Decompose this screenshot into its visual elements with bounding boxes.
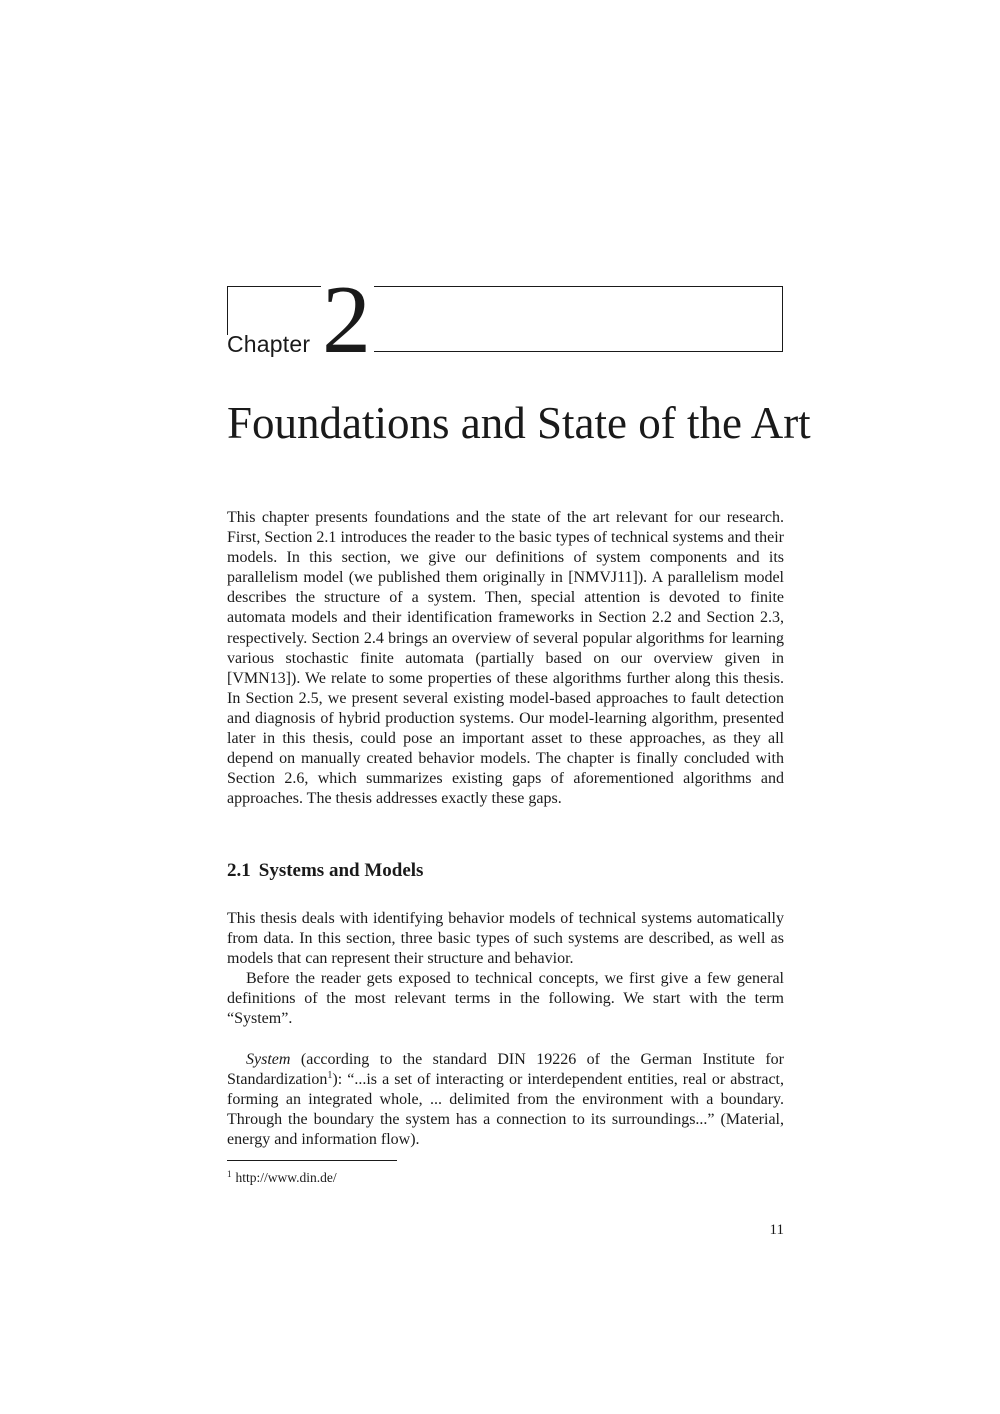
section-number: 2.1 — [227, 860, 251, 881]
section-paragraph-1: This thesis deals with identifying behavior models of technical systems automatically from data. In this section, three basic types of such systems are described, as well as models that can represent their structure and behavior. — [227, 910, 784, 968]
system-definition-part-2: ): “...is a set of interacting or interdependent entities, real or abstract, forming an integrated whole, ... delimited from the environment with a boundary. Through the boundary the system has a connection to its surroundings...” (Material, energy and information flow). — [227, 1071, 784, 1149]
system-term: System — [246, 1051, 291, 1068]
page-number: 11 — [769, 1222, 784, 1238]
footnote-text: http://www.din.de/ — [235, 1170, 337, 1185]
chapter-header-frame-right — [374, 286, 783, 352]
system-definition-part-1: (according to the standard DIN 19226 of the German Institute for Standardization — [227, 1051, 784, 1089]
footnote-divider — [227, 1160, 397, 1161]
section-heading — [227, 858, 423, 884]
chapter-title: Foundations and State of the Art — [227, 398, 811, 448]
section-title: Systems and Models — [258, 860, 424, 881]
chapter-header-frame-left — [227, 286, 321, 335]
footnote — [227, 1165, 337, 1187]
chapter-intro-paragraph: This chapter presents foundations and the state of the art relevant for our research. First, Section 2.1 introduces the reader to the basic types of technical systems and their models. In this section, we give our definitions of system components and its parallelism model (we published them originally in [NMVJ11]). A parallelism model describes the structure of a system. Then, special attention is devoted to finite automata models and their identification frameworks in Section 2.2 and Section 2.3, respectively. Section 2.4 brings an overview of several popular algorithms for learning various stochastic finite automata (partially based on our overview given in [VMN13]). We relate to some properties of these algorithms further along this thesis. In Section 2.5, we present several existing model-based approaches to fault detection and diagnosis of hybrid production systems. Our model-learning algorithm, presented later in this thesis, could pose an important asset to these approaches, as they all depend on manually created behavior models. The chapter is finally concluded with Section 2.6, which summarizes existing gaps of aforementioned algorithms and approaches. The thesis addresses exactly these gaps. — [227, 509, 784, 808]
footnote-reference: 1 — [327, 1070, 333, 1082]
footnote-mark: 1 — [227, 1169, 232, 1179]
section-paragraph-2: Before the reader gets exposed to technical concepts, we first give a few general definitions of the most relevant terms in the following. We start with the term “System”. — [227, 970, 784, 1028]
chapter-number: 2 — [322, 266, 371, 374]
section-paragraph-3 — [227, 1050, 784, 1150]
chapter-label: Chapter — [227, 331, 311, 357]
